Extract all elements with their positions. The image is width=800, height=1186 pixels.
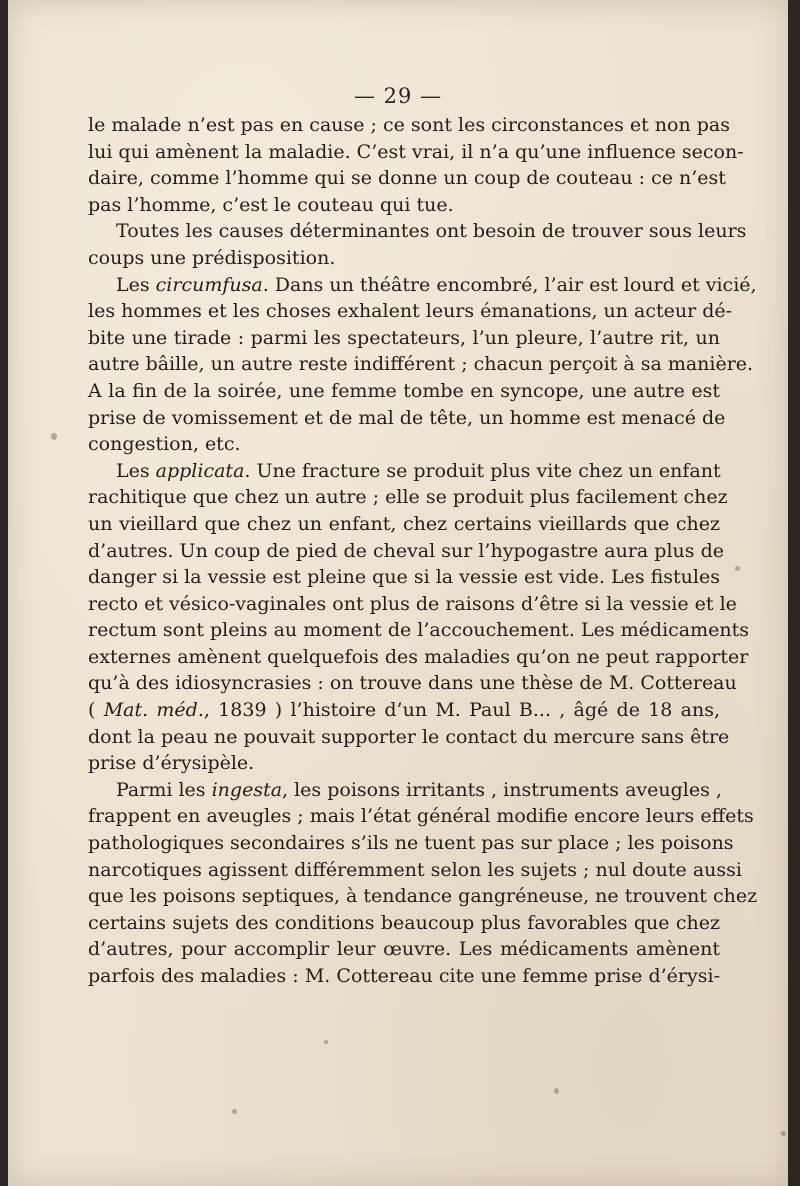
text-run: recto et vésico-vaginales ont plus de raisons d’être si la vessie et le xyxy=(88,592,737,615)
paper-speck xyxy=(781,1131,786,1136)
text-run: qu’à des idiosyncrasies : on trouve dans une thèse de M. Cottereau xyxy=(88,672,737,695)
paper-speck xyxy=(735,566,740,571)
paragraph-start xyxy=(88,218,747,245)
text-run: Toutes les causes déterminantes ont besoin de trouver sous leurs xyxy=(116,220,747,243)
text-run: d’autres, pour accomplir leur œuvre. Les médicaments amènent xyxy=(88,938,720,961)
text-line xyxy=(88,910,720,937)
text-run: congestion, etc. xyxy=(88,433,241,456)
text-line xyxy=(88,325,720,352)
text-run: Parmi les xyxy=(116,778,212,801)
text-line xyxy=(88,697,720,724)
text-line xyxy=(88,405,726,432)
text-line xyxy=(88,857,742,884)
text-line xyxy=(88,112,730,139)
text-run: Les xyxy=(116,459,156,482)
text-line xyxy=(88,830,734,857)
text-line xyxy=(88,644,749,671)
text-run: parfois des maladies : M. Cottereau cite une femme prise d’érysi- xyxy=(88,965,720,987)
text-run: rachitique que chez un autre ; elle se produit plus facilement chez xyxy=(88,486,728,509)
paper-speck xyxy=(324,1040,328,1044)
text-run: danger si la vessie est pleine que si la vessie est vide. Les fistules xyxy=(88,566,720,589)
text-line xyxy=(88,591,737,618)
text-run: A la fin de la soirée, une femme tombe en syncope, une autre est xyxy=(88,379,720,402)
text-line xyxy=(88,298,733,325)
text-line xyxy=(88,750,720,777)
text-line xyxy=(88,351,754,378)
text-run: d’autres. Un coup de pied de cheval sur l’hypogastre aura plus de xyxy=(88,539,724,562)
text-run: un vieillard que chez un enfant, chez certains vieillards que chez xyxy=(88,512,720,535)
text-line xyxy=(88,245,720,272)
text-line xyxy=(88,511,720,538)
italic-term: applicata xyxy=(155,459,245,482)
italic-term: circumfusa xyxy=(155,273,263,296)
text-run: pathologiques secondaires s’ils ne tuent pas sur place ; les poisons xyxy=(88,832,734,855)
text-run: le malade n’est pas en cause ; ce sont les circonstances et non pas xyxy=(88,114,730,136)
text-line xyxy=(88,484,728,511)
text-run: autre bâille, un autre reste indifférent ; chacun perçoit à sa manière. xyxy=(88,353,754,376)
text-run: que les poisons septiques, à tendance gangréneuse, ne trouvent chez xyxy=(88,885,758,908)
paper-speck xyxy=(51,433,57,440)
italic-term: Mat. méd. xyxy=(103,699,204,722)
body-text xyxy=(88,112,758,990)
paragraph-start xyxy=(88,777,720,804)
paper-speck xyxy=(554,1088,559,1094)
paper-speck xyxy=(232,1109,237,1114)
text-run: prise de vomissement et de mal de tête, un homme est menacé de xyxy=(88,406,726,429)
text-run: coups une prédisposition. xyxy=(88,246,336,269)
text-line xyxy=(88,963,720,990)
text-run: . Une fracture se produit plus vite chez un enfant xyxy=(244,459,721,482)
paragraph-start xyxy=(88,272,757,299)
text-line xyxy=(88,564,720,591)
paragraph-start xyxy=(88,458,720,485)
page-number: — 29 — xyxy=(353,84,443,108)
text-line xyxy=(88,670,737,697)
text-run: lui qui amènent la maladie. C’est vrai, il n’a qu’une influence secon- xyxy=(88,140,744,163)
book-page xyxy=(8,0,788,1186)
text-line xyxy=(88,431,720,458)
text-run: frappent en aveugles ; mais l’état général modifie encore leurs effets xyxy=(88,805,754,828)
text-run: , 1839 ) l’histoire d’un M. Paul B... , âgé de 18 ans, xyxy=(203,699,720,722)
text-run: prise d’érysipèle. xyxy=(88,752,255,775)
text-run: . Dans un théâtre encombré, l’air est lourd et vicié, xyxy=(262,273,757,296)
text-run: bite une tirade : parmi les spectateurs, l’un pleure, l’autre rit, un xyxy=(88,326,720,349)
text-run: , les poisons irritants , instruments aveugles , xyxy=(282,778,722,801)
text-line xyxy=(88,724,730,751)
text-line xyxy=(88,936,720,963)
text-run: pas l’homme, c’est le couteau qui tue. xyxy=(88,193,454,216)
text-line xyxy=(88,617,750,644)
text-line xyxy=(88,139,744,166)
text-run: narcotiques agissent différemment selon les sujets ; nul doute aussi xyxy=(88,858,742,881)
text-run: dont la peau ne pouvait supporter le contact du mercure sans être xyxy=(88,725,730,748)
text-line xyxy=(88,883,758,910)
text-line xyxy=(88,192,720,219)
text-run: externes amènent quelquefois des maladies qu’on ne peut rapporter xyxy=(88,645,749,668)
text-line xyxy=(88,165,726,192)
italic-term: ingesta xyxy=(211,778,283,801)
text-run: Les xyxy=(116,273,156,296)
text-line xyxy=(88,378,720,405)
text-run: daire, comme l’homme qui se donne un coup de couteau : ce n’est xyxy=(88,167,726,190)
text-line xyxy=(88,538,724,565)
text-run: certains sujets des conditions beaucoup plus favorables que chez xyxy=(88,911,720,934)
text-run: ( xyxy=(88,699,104,722)
text-line xyxy=(88,803,754,830)
text-run: rectum sont pleins au moment de l’accouchement. Les médicaments xyxy=(88,619,750,642)
text-run: les hommes et les choses exhalent leurs émanations, un acteur dé- xyxy=(88,300,733,323)
